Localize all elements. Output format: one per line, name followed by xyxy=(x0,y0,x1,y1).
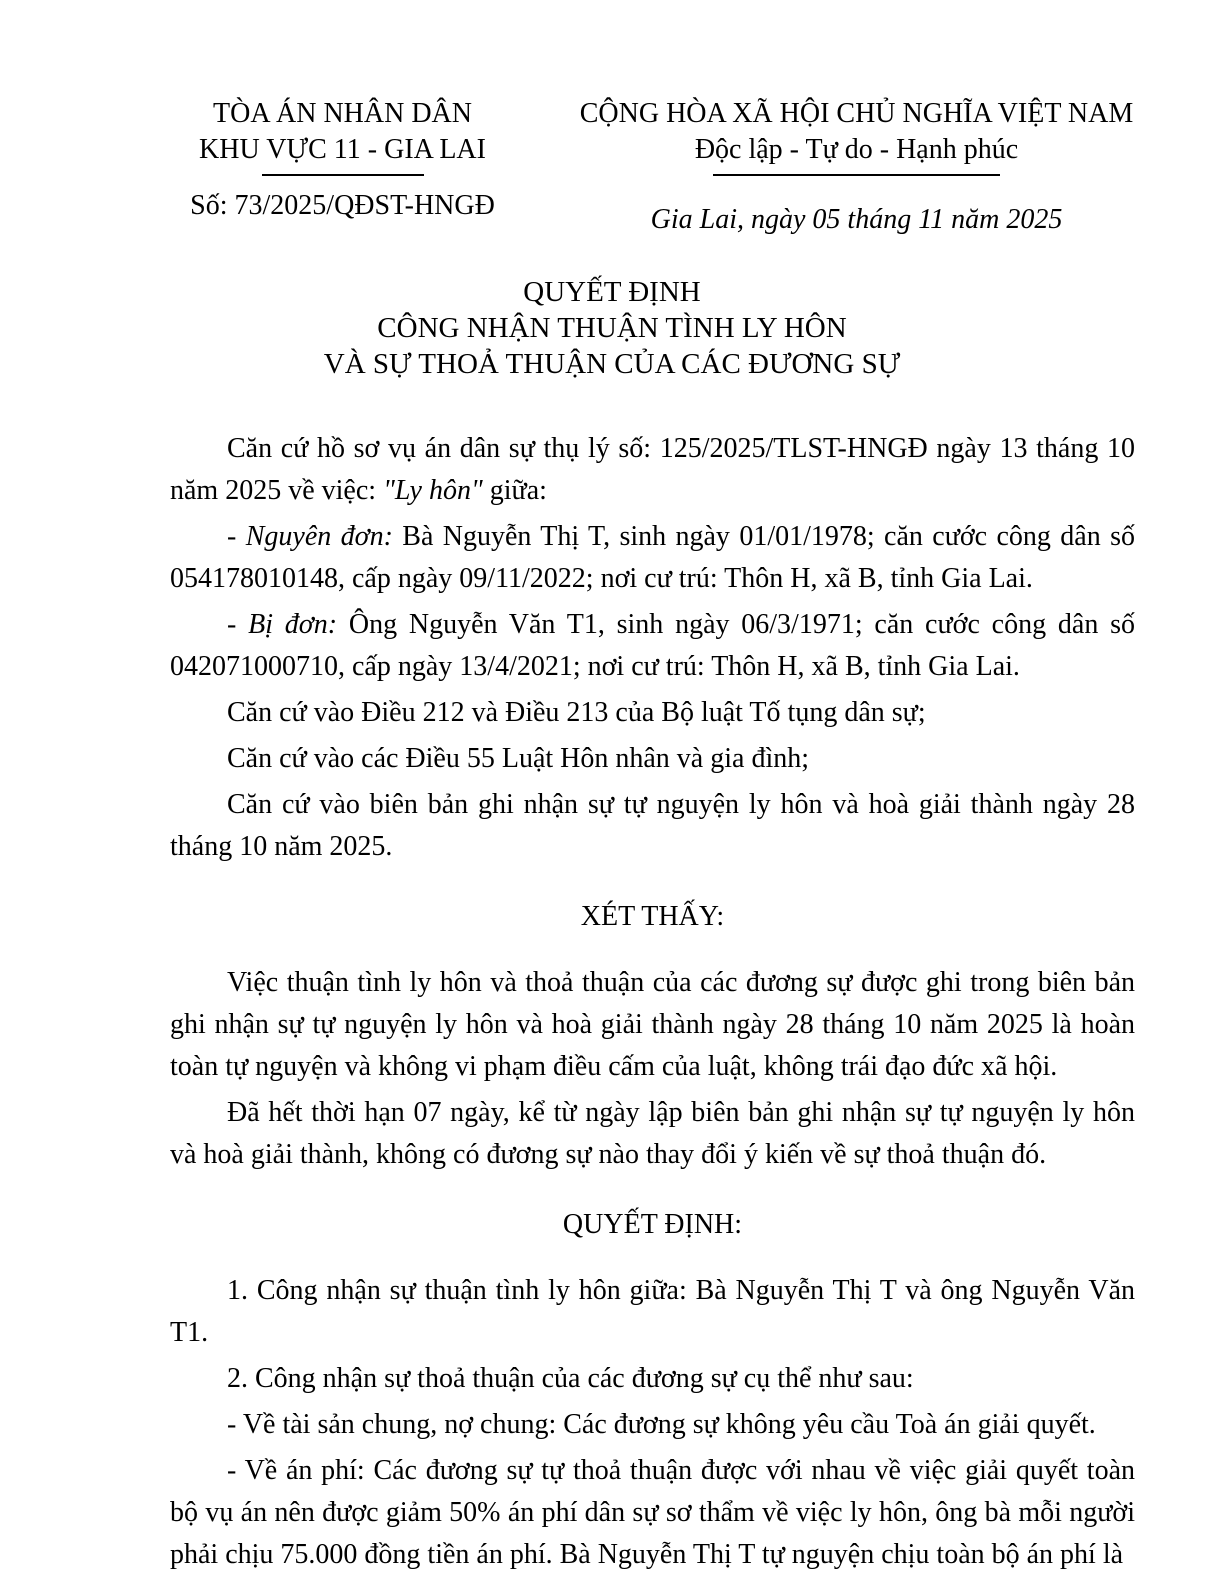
decision-title-line2: CÔNG NHẬN THUẬN TÌNH LY HÔN xyxy=(377,312,847,344)
preamble-paragraph-defendant xyxy=(170,604,1135,688)
plaintiff-role-label: Nguyên đơn: xyxy=(245,521,393,552)
decision-item-2: 2. Công nhận sự thoả thuận của các đương sự cụ thể như sau: xyxy=(227,1363,914,1394)
preamble-paragraph-case-basis xyxy=(170,428,1135,512)
decision-title xyxy=(0,274,1224,382)
defendant-details: Ông Nguyễn Văn T1, sinh ngày 06/3/1971; căn cước công dân số 042071000710, cấp ngày 13/4/2021; nơi cư trú: Thôn H, xã B, tỉnh Gia Lai. xyxy=(170,609,1136,682)
document-number: Số: 73/2025/QĐST-HNGĐ xyxy=(190,190,495,221)
xet-thay-paragraph-deadline: Đã hết thời hạn 07 ngày, kể từ ngày lập biên bản ghi nhận sự tự nguyện ly hôn và hoà giải thành, không có đương sự nào thay đổi ý kiến về sự thoả thuận đó. xyxy=(170,1097,1135,1170)
document-body xyxy=(170,428,1135,1576)
document-header xyxy=(0,0,1224,238)
court-header-block xyxy=(170,96,515,224)
defendant-role-label: Bị đơn: xyxy=(248,609,338,640)
section-heading-xet-thay: XÉT THẤY: xyxy=(580,901,725,932)
preamble-paragraph-article-212-213: Căn cứ vào Điều 212 và Điều 213 của Bộ luật Tố tụng dân sự; xyxy=(227,697,926,728)
case-basis-text: Căn cứ hồ sơ vụ án dân sự thụ lý số: 125/2025/TLST-HNGĐ ngày 13 tháng 10 năm 2025 về việc: xyxy=(170,433,1135,506)
decision-item-1: 1. Công nhận sự thuận tình ly hôn giữa: Bà Nguyễn Thị T và ông Nguyễn Văn T1. xyxy=(170,1275,1135,1348)
decision-title-line1: QUYẾT ĐỊNH xyxy=(523,276,701,308)
decision-item-court-fee: - Về án phí: Các đương sự tự thoả thuận được với nhau về việc giải quyết toàn bộ vụ án nên được giảm 50% án phí dân sự sơ thẩm về việc ly hôn, ông bà mỗi người phải chịu 75.000 đồng tiền án phí. Bà Nguyễn Thị T tự nguyện chịu toàn bộ án phí là xyxy=(170,1455,1135,1570)
section-heading-quyet-dinh: QUYẾT ĐỊNH: xyxy=(562,1209,743,1240)
plaintiff-dash: - xyxy=(227,521,246,552)
preamble-paragraph-plaintiff xyxy=(170,516,1135,600)
national-motto-line2: Độc lập - Tự do - Hạnh phúc xyxy=(694,134,1019,165)
defendant-dash: - xyxy=(227,609,249,640)
case-type-label: "Ly hôn" xyxy=(383,475,483,506)
decision-item-property: - Về tài sản chung, nợ chung: Các đương sự không yêu cầu Toà án giải quyết. xyxy=(227,1409,1096,1440)
plaintiff-details: Bà Nguyễn Thị T, sinh ngày 01/01/1978; căn cước công dân số 054178010148, cấp ngày 09/11/2022; nơi cư trú: Thôn H, xã B, tỉnh Gia Lai. xyxy=(170,521,1135,594)
court-name-line1: TÒA ÁN NHÂN DÂN xyxy=(213,98,472,129)
decision-title-line3: VÀ SỰ THOẢ THUẬN CỦA CÁC ĐƯƠNG SỰ xyxy=(323,348,901,380)
national-header-block xyxy=(578,96,1135,238)
national-motto-underline xyxy=(713,174,1000,176)
xet-thay-paragraph-voluntary: Việc thuận tình ly hôn và thoả thuận của các đương sự được ghi trong biên bản ghi nhận sự tự nguyện ly hôn và hoà giải thành ngày 28 tháng 10 năm 2025 là hoàn toàn tự nguyện và không vi phạm điều cấm của luật, không trái đạo đức xã hội. xyxy=(170,967,1135,1082)
court-header-underline xyxy=(262,174,424,176)
preamble-paragraph-article-55: Căn cứ vào các Điều 55 Luật Hôn nhân và gia đình; xyxy=(227,743,809,774)
case-basis-suffix: giữa: xyxy=(482,475,547,506)
court-name-line2: KHU VỰC 11 - GIA LAI xyxy=(199,134,486,165)
issue-place-date: Gia Lai, ngày 05 tháng 11 năm 2025 xyxy=(650,204,1063,235)
national-motto-line1: CỘNG HÒA XÃ HỘI CHỦ NGHĨA VIỆT NAM xyxy=(579,98,1134,129)
preamble-paragraph-record-basis: Căn cứ vào biên bản ghi nhận sự tự nguyện ly hôn và hoà giải thành ngày 28 tháng 10 năm 2025. xyxy=(170,789,1135,862)
